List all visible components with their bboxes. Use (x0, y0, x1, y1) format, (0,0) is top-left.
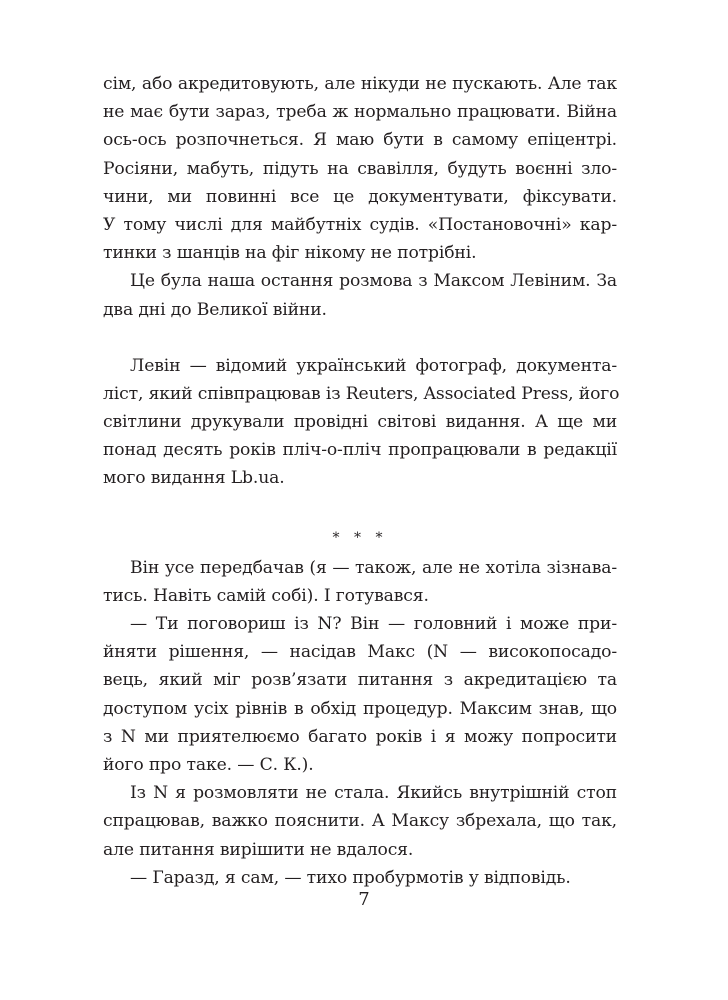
text-line: — Ти поговориш із N? Він — головний і може при- (130, 614, 617, 634)
page-body (103, 70, 620, 892)
text-line: світлини друкували провідні світові видання. А ще ми (103, 412, 617, 433)
text-line: спрацював, важко пояснити. А Максу збрехала, що так, (103, 811, 617, 832)
text-line: ліст, який співпрацював із Reuters, Associated Press, його (103, 383, 620, 404)
section-separator: * * * (332, 529, 388, 546)
text-line: мого видання Lb.ua. (103, 468, 285, 489)
text-line: сім, або акредитовують, але нікуди не пускають. Але так (103, 74, 617, 94)
text-line: його про таке. — С. К.). (103, 754, 314, 775)
paragraph (103, 610, 617, 779)
page-number: 7 (358, 889, 370, 910)
text-line: не має бути зараз, треба ж нормально працювати. Війна (103, 102, 617, 123)
text-line: Із N я розмовляти не стала. Якийсь внутрішній стоп (130, 783, 617, 804)
text-line: йняти рішення, — насідав Макс (N — високопосадо- (103, 642, 617, 663)
text-line: Росіяни, мабуть, підуть на свавілля, будуть воєнні зло- (103, 158, 617, 179)
paragraph (103, 352, 620, 493)
text-line: тись. Навіть самій собі). І готувався. (103, 585, 429, 606)
text-line: чини, ми повинні все це документувати, фіксувати. (103, 186, 617, 207)
text-line: понад десять років пліч-о-пліч пропрацювали в редакції (103, 440, 617, 461)
text-line: доступом усіх рівнів в обхід процедур. Максим знав, що (103, 698, 617, 719)
text-line: Це була наша остання розмова з Максом Левіним. За (130, 271, 617, 292)
paragraph (103, 864, 617, 892)
paragraph (103, 267, 617, 323)
text-line: Левін — відомий український фотограф, документа- (130, 355, 617, 376)
paragraph (103, 779, 617, 864)
text-line: тинки з шанців на фіг нікому не потрібні. (103, 243, 477, 264)
text-line: з N ми приятелюємо багато років і я можу попросити (103, 726, 617, 747)
text-line: У тому числі для майбутніх судів. «Постановочні» кар- (103, 214, 617, 235)
text-line: ось-ось розпочнеться. Я маю бути в самому епіцентрі. (103, 130, 617, 151)
text-line: Він усе передбачав (я — також, але не хотіла зізнава- (130, 557, 617, 578)
paragraph-gap (103, 324, 617, 352)
text-line: але питання вирішити не вдалося. (103, 839, 414, 860)
paragraph (103, 554, 617, 610)
paragraph (103, 70, 617, 267)
text-line: — Гаразд, я сам, — тихо пробурмотів у відповідь. (130, 867, 571, 888)
text-line: два дні до Великої війни. (103, 299, 327, 320)
text-line: вець, який міг розв’язати питання з акредитацією та (103, 670, 617, 691)
